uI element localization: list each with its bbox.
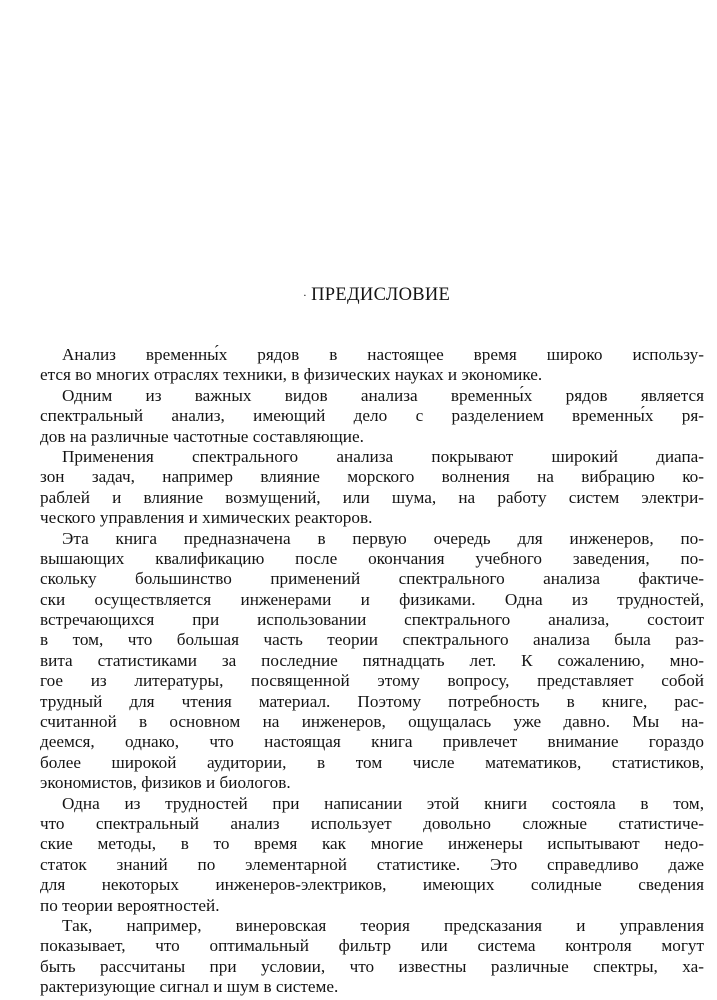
text-line: раблей и влияние возмущений, или шума, на работу систем электри-: [40, 487, 704, 507]
text-line: рактеризующие сигнал и шум в системе.: [40, 977, 339, 997]
paragraph: [40, 794, 704, 916]
text-line: ется во многих отраслях техники, в физических науках и экономике.: [40, 365, 543, 385]
paragraph: [40, 529, 704, 794]
text-line: спектральный анализ, имеющий дело с разделением временны́х ря-: [40, 406, 704, 426]
text-line: зон задач, например влияние морского волнения на вибрацию ко-: [40, 467, 704, 487]
text-line: считанной в основном на инженеров, ощущалась уже давно. Мы на-: [40, 712, 704, 732]
text-line: экономистов, физиков и биологов.: [40, 773, 291, 793]
text-line: деемся, однако, что настоящая книга привлечет внимание гораздо: [40, 732, 704, 752]
text-line: вита статистиками за последние пятнадцать лет. К сожалению, мно-: [40, 650, 704, 670]
text-line: ски осуществляется инженерами и физиками. Одна из трудностей,: [40, 589, 704, 609]
page-title: [18, 285, 717, 306]
text-line: что спектральный анализ использует довольно сложные статистиче-: [40, 813, 704, 833]
page-title-text: ПРЕДИСЛОВИЕ: [311, 285, 451, 305]
text-line: Эта книга предназначена в первую очередь для инженеров, по-: [62, 528, 704, 548]
text-line: встречающихся при использовании спектрального анализа, состоит: [40, 610, 704, 630]
text-line: в том, что большая часть теории спектрального анализа была раз-: [40, 630, 704, 650]
paragraph: [40, 386, 704, 447]
text-line: Так, например, винеровская теория предсказания и управления: [62, 915, 704, 935]
paragraph: [40, 447, 704, 529]
text-line: Применения спектрального анализа покрывают широкий диапа-: [62, 446, 704, 466]
text-line: по теории вероятностей.: [40, 895, 220, 915]
text-line: трудный для чтения материал. Поэтому потребность в книге, рас-: [40, 691, 704, 711]
text-line: гое из литературы, посвященной этому вопросу, представляет собой: [40, 671, 704, 691]
text-line: Одна из трудностей при написании этой книги состояла в том,: [62, 793, 704, 813]
text-line: ские методы, в то время как многие инженеры испытывают недо-: [40, 834, 704, 854]
paragraph: [40, 345, 704, 386]
text-line: быть рассчитаны при условии, что известны различные спектры, ха-: [40, 956, 704, 976]
text-line: вышающих квалификацию после окончания учебного заведения, по-: [40, 548, 704, 568]
text-line: статок знаний по элементарной статистике. Это справедливо даже: [40, 854, 704, 874]
paragraph: [40, 916, 704, 998]
text-line: более широкой аудитории, в том числе математиков, статистиков,: [40, 752, 704, 772]
text-line: Анализ временны́х рядов в настоящее время широко использу-: [62, 345, 704, 364]
text-line: Одним из важных видов анализа временны́х рядов является: [62, 385, 704, 405]
text-line: скольку большинство применений спектрального анализа фактиче-: [40, 569, 704, 589]
body-text: [40, 345, 704, 998]
text-line: дов на различные частотные составляющие.: [40, 426, 364, 446]
text-line: показывает, что оптимальный фильтр или система контроля могут: [40, 936, 704, 956]
text-line: ческого управления и химических реакторов.: [40, 508, 373, 528]
title-mark: ·: [302, 288, 308, 303]
text-line: для некоторых инженеров-электриков, имеющих солидные сведения: [40, 875, 704, 895]
